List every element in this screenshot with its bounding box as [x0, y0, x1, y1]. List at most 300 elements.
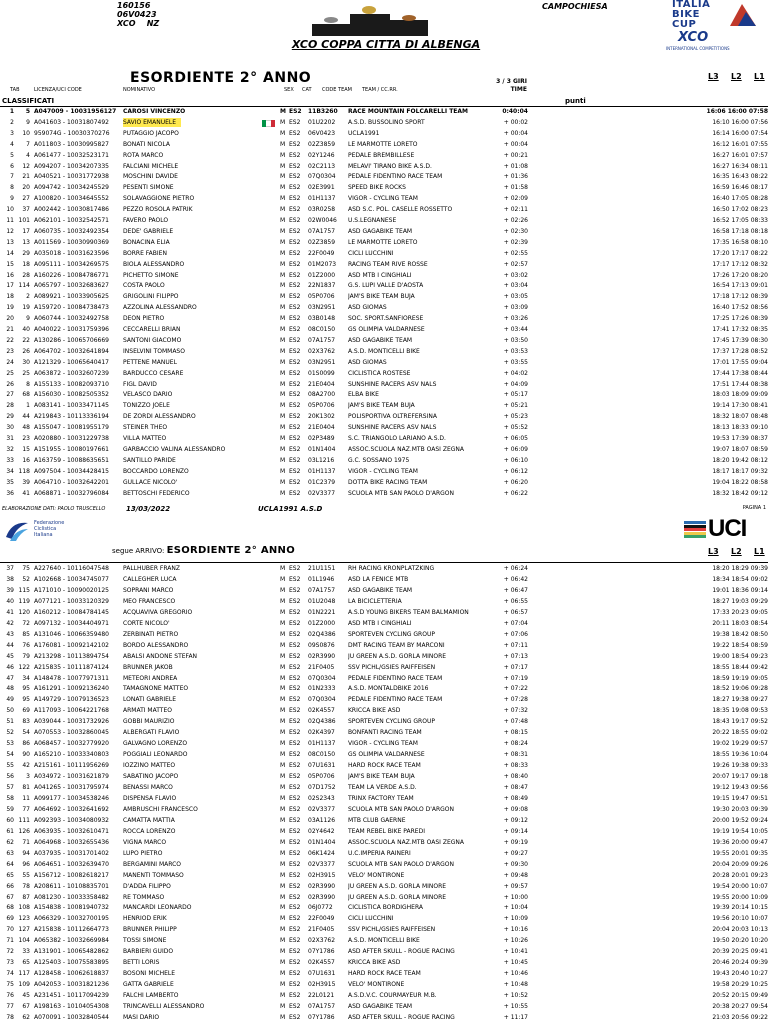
team-name: VELO' MONTIRONE	[348, 871, 405, 879]
license: A064702 - 10032641894	[34, 347, 109, 355]
bib-number: 111	[18, 816, 30, 824]
time-gap: + 07:13	[503, 652, 528, 660]
license: A047009 - 10031956127	[34, 108, 117, 115]
team-name: A.S.D. MONTICELLI BIKE	[348, 937, 420, 945]
bib-number: 81	[22, 784, 30, 791]
time-gap: + 07:04	[503, 619, 528, 627]
team-code: 02Y1246	[308, 151, 335, 159]
position: 65	[6, 871, 14, 879]
category: ES2	[289, 805, 301, 813]
rider-name: PETTENE MANUEL	[123, 358, 177, 366]
rider-name: ZERBINATI PIETRO	[123, 630, 179, 638]
uci-logo	[684, 517, 768, 541]
category: ES2	[289, 206, 301, 214]
license: A063935 - 10032610471	[34, 827, 109, 835]
team-name: RACING TEAM RIVE ROSSE	[348, 260, 428, 268]
lap-times: 19:22 18:54 08:59	[712, 641, 768, 649]
rider-name: POGGIALI LEONARDO	[123, 751, 188, 759]
table-row	[0, 456, 768, 465]
rider-name: TOSSI SIMONE	[123, 937, 167, 945]
bib-number: 42	[22, 762, 30, 770]
team-name: ASD S.C. POL. CASELLE ROSSETTO	[348, 206, 453, 214]
position: 46	[6, 663, 14, 671]
category: ES2	[289, 565, 301, 572]
category: ES2	[289, 838, 301, 846]
position: 52	[6, 729, 14, 737]
team-name: SCUOLA MTB SAN PAOLO D'ARGON	[348, 805, 455, 813]
team-name: JU GREEN A.S.D. GORLA MINORE	[348, 882, 447, 890]
time-gap: + 09:19	[503, 838, 528, 846]
team-name: GS OLIMPIA VALDARNESE	[348, 751, 425, 759]
team-name: VIGOR - CYCLING TEAM	[348, 467, 418, 475]
bib-number: 10	[22, 129, 30, 137]
col-tab: TAB	[10, 87, 20, 93]
position: 19	[6, 304, 14, 312]
col-cat: CAT	[302, 87, 312, 93]
time-gap: + 08:15	[503, 729, 528, 737]
sex: M	[280, 981, 286, 989]
position: 55	[6, 762, 14, 770]
rider-name: BETTOSCHI FEDERICO	[123, 489, 190, 497]
category: ES2	[289, 882, 301, 890]
race-code-2: 06V0423	[117, 10, 157, 19]
sex: M	[280, 326, 286, 333]
time-label: TIME	[510, 86, 527, 93]
license: A171010 - 10090020125	[34, 586, 109, 594]
bib-number: 28	[22, 271, 30, 279]
position: 78	[6, 1013, 14, 1021]
time-gap: + 00:04	[503, 129, 528, 137]
table-row	[0, 980, 768, 989]
category: ES2	[289, 849, 301, 857]
team-name: TEAM LA VERDE A.S.D.	[348, 784, 417, 791]
lap-times: 16:27 16:01 07:57	[712, 151, 768, 159]
team-code: 02V3377	[308, 805, 336, 813]
sex: M	[280, 238, 286, 246]
category: ES2	[289, 478, 301, 486]
lap-times: 16:35 16:43 08:22	[712, 173, 768, 181]
team-code: 07Y1786	[308, 1013, 335, 1021]
sex: M	[280, 773, 286, 781]
bib-number: 34	[22, 674, 30, 682]
lap-times: 19:04 18:22 08:58	[712, 478, 768, 486]
rider-name: MANCARDI LEONARDO	[123, 904, 192, 912]
time-gap: + 07:06	[503, 630, 528, 638]
team-code: 21U1151	[308, 565, 336, 572]
team-code: 02X3762	[308, 347, 336, 355]
bib-number: 69	[22, 707, 30, 715]
team-name: ASD MTB I CINGHIALI	[348, 271, 412, 279]
team-code: 22F0049	[308, 915, 335, 923]
lap-times: 16:06 16:00 07:58	[706, 108, 768, 115]
lap-times: 19:55 20:00 10:09	[712, 893, 768, 901]
italia-bike-cup-logo	[660, 0, 768, 56]
sex: M	[280, 849, 286, 857]
lap-times: 19:30 20:03 09:39	[712, 805, 768, 813]
table-row	[0, 805, 768, 814]
position: 50	[6, 707, 14, 715]
table-row	[0, 958, 768, 967]
position: 34	[6, 467, 14, 475]
team-code: 07D1752	[308, 784, 336, 791]
category: ES2	[289, 195, 301, 203]
team-name: HARD ROCK RACE TEAM	[348, 970, 421, 978]
bib-number: 117	[18, 970, 30, 978]
punti-label: punti	[565, 97, 586, 105]
table-row	[0, 118, 768, 127]
team-code: 21F0405	[308, 663, 335, 671]
license: A160212 - 10084784145	[34, 608, 109, 616]
license: A070091 - 10032840544	[34, 1013, 109, 1021]
time-gap: + 03:02	[503, 271, 528, 279]
category: ES2	[289, 315, 301, 323]
bib-number: 16	[22, 456, 30, 464]
bib-number: 94	[22, 849, 30, 857]
bib-number: 7	[26, 140, 30, 148]
bib-number: 23	[22, 435, 30, 442]
rider-name: MANENTI TOMMASO	[123, 871, 184, 879]
sex: M	[280, 937, 286, 945]
bib-number: 109	[18, 981, 30, 989]
position: 62	[6, 838, 14, 846]
team-code: 03R0258	[308, 206, 336, 214]
rider-name: CAMATTA MATTIA	[123, 816, 175, 824]
time-gap: + 04:02	[503, 369, 528, 377]
bib-number: 96	[22, 860, 30, 868]
team-name: PEDALE FIDENTINO RACE TEAM	[348, 173, 443, 181]
lap-times: 20:04 20:09 09:26	[712, 860, 768, 868]
rider-name: PEZZO ROSOLA PATRIK	[123, 206, 193, 214]
bib-number: 126	[18, 827, 30, 835]
position: 51	[6, 718, 14, 726]
footer-elaborazione: ELABORAZIONE DATI: PAOLO TRUSCELLO	[2, 506, 106, 512]
time-gap: + 06:20	[503, 478, 528, 486]
table-row	[0, 783, 768, 792]
sex: M	[280, 358, 286, 366]
col-sex: SEX	[284, 87, 294, 93]
rider-name: GULLACE NICOLO'	[123, 478, 178, 486]
lap-times: 16:10 16:00 07:56	[712, 118, 768, 126]
bib-number: 19	[22, 304, 30, 312]
position: 71	[6, 937, 14, 945]
team-code: 03L1216	[308, 456, 335, 464]
rider-name: SANTILLO PARIDE	[123, 456, 176, 464]
bib-number: 33	[22, 948, 30, 956]
team-name: JAM'S BIKE TEAM BUJA	[348, 293, 415, 301]
bib-number: 90	[22, 751, 30, 759]
team-code: 02K4557	[308, 959, 335, 967]
table-row	[0, 303, 768, 312]
time-gap: + 05:23	[503, 413, 528, 421]
team-name: ASSOC.SCUOLA NAZ.MTB OASI ZEGNA	[348, 838, 464, 846]
bib-number: 118	[18, 467, 30, 475]
lap-times: 19:56 20:10 10:07	[712, 915, 768, 923]
time-gap: + 03:26	[503, 315, 528, 323]
sex: M	[280, 827, 286, 835]
bib-number: 86	[22, 740, 30, 748]
rider-name: MEO FRANCESCO	[123, 597, 176, 605]
position: 1	[9, 108, 14, 115]
lap-times: 17:26 17:20 08:20	[712, 271, 768, 279]
team-code: 01H1137	[308, 467, 336, 475]
license: A099177 - 10034538246	[34, 794, 109, 802]
time-gap: + 10:45	[503, 959, 528, 967]
license: A215161 - 10111956269	[34, 762, 109, 770]
time-gap: + 10:55	[503, 1003, 528, 1010]
time-gap: + 03:44	[503, 326, 528, 333]
position: 37	[6, 565, 14, 572]
category-title: ESORDIENTE 2° ANNO	[130, 70, 312, 86]
team-name: SCUOLA MTB SAN PAOLO D'ARGON	[348, 860, 455, 868]
category: ES2	[289, 336, 301, 344]
rider-name: FALCIANI MICHELE	[123, 162, 179, 170]
time-gap: + 07:22	[503, 685, 528, 693]
rider-name: PESENTI SIMONE	[123, 184, 174, 192]
rider-name: TRINCAVELLI ALESSANDRO	[123, 1003, 205, 1010]
time-gap: + 05:17	[503, 391, 528, 399]
position: 12	[6, 227, 14, 235]
rider-name: GOBBI MAURIZIO	[123, 718, 175, 726]
lap-times: 16:14 16:00 07:54	[712, 129, 768, 137]
category: ES2	[289, 1013, 301, 1021]
category: ES2	[289, 893, 301, 901]
table-row	[0, 619, 768, 628]
time-gap: + 06:24	[503, 565, 528, 572]
table-row	[0, 1013, 768, 1022]
lap-times: 18:27 19:03 09:29	[712, 597, 768, 605]
rider-name: STEINER THEO	[123, 424, 168, 432]
bib-number: 101	[18, 217, 30, 224]
time-gap: + 02:26	[503, 217, 528, 224]
sex: M	[280, 740, 286, 748]
team-code: 22N1837	[308, 282, 336, 290]
position: 14	[6, 249, 14, 257]
sex: M	[280, 860, 286, 868]
sex: M	[280, 805, 286, 813]
lap-times: 16:12 16:01 07:55	[712, 140, 768, 148]
license: A061477 - 10032523171	[34, 151, 109, 159]
sex: M	[280, 435, 286, 442]
sex: M	[280, 118, 286, 126]
team-name: GS OLIMPIA VALDARNESE	[348, 326, 425, 333]
bib-number: 26	[22, 347, 30, 355]
team-code: 09S0876	[308, 641, 335, 649]
category: ES2	[289, 424, 301, 432]
lap-times: 17:45 17:39 08:30	[712, 336, 768, 344]
lap-times: 21:03 20:56 09:22	[712, 1013, 768, 1021]
category: ES2	[289, 794, 301, 802]
license: A154838 - 10081940732	[34, 904, 109, 912]
lap-times: 20:04 20:03 10:13	[712, 926, 768, 934]
sex: M	[280, 696, 286, 704]
license: A227640 - 10116047548	[34, 565, 109, 572]
rider-name: BORRE FABIEN	[123, 249, 167, 257]
category: ES2	[289, 696, 301, 704]
lap-times: 16:54 17:13 09:01	[712, 282, 768, 290]
sex: M	[280, 445, 286, 453]
position: 53	[6, 740, 14, 748]
position: 7	[10, 173, 14, 181]
team-code: 01N2333	[308, 685, 336, 693]
rider-name: FIGL DAVID	[123, 380, 157, 388]
position: 47	[6, 674, 14, 682]
position: 35	[6, 478, 14, 486]
column-headers	[0, 87, 768, 95]
table-row	[0, 827, 768, 836]
sex: M	[280, 162, 286, 170]
category: ES2	[289, 184, 301, 192]
sex: M	[280, 619, 286, 627]
lap-times: 17:35 16:58 08:10	[712, 238, 768, 246]
time-gap: + 10:41	[503, 948, 528, 956]
table-row	[0, 597, 768, 606]
time-gap: + 11:17	[503, 1013, 528, 1021]
lap-times: 19:15 19:47 09:51	[712, 794, 768, 802]
license: A066329 - 10032700195	[34, 915, 109, 923]
sex: M	[280, 882, 286, 890]
rider-name: GATTA GABRIELE	[123, 981, 174, 989]
bib-number: 79	[22, 652, 30, 660]
team-name: G.S. LUPI VALLE D'AOSTA	[348, 282, 424, 290]
rider-name: BRUNNER PHILIPP	[123, 926, 177, 934]
time-gap: + 01:36	[503, 173, 528, 181]
bib-number: 85	[22, 630, 30, 638]
sex: M	[280, 336, 286, 344]
table-row	[0, 564, 768, 573]
lap-times: 20:39 20:25 09:41	[712, 948, 768, 956]
time-gap: + 03:05	[503, 293, 528, 301]
category: ES2	[289, 358, 301, 366]
bib-number: 48	[22, 424, 30, 432]
position: 3	[10, 129, 14, 137]
license: A100820 - 10034645552	[34, 195, 109, 203]
rider-name: BONATI NICOLA	[123, 140, 170, 148]
team-code: 02C2113	[308, 162, 336, 170]
category: ES2	[289, 630, 301, 638]
position: 24	[6, 358, 14, 366]
rider-name: VELASCO DARIO	[123, 391, 173, 399]
lap-times: 17:51 17:44 08:38	[712, 380, 768, 388]
position: 69	[6, 915, 14, 923]
table-row	[0, 586, 768, 595]
position: 43	[6, 630, 14, 638]
category: ES2	[289, 663, 301, 671]
license: A176081 - 10092142102	[34, 641, 109, 649]
team-code: 06J0772	[308, 904, 333, 912]
sex: M	[280, 904, 286, 912]
table-row	[0, 641, 768, 650]
rider-name: BOCCARDO LORENZO	[123, 467, 189, 475]
team-code: 05P0706	[308, 293, 335, 301]
time-gap: + 10:16	[503, 926, 528, 934]
bib-number: 62	[22, 1013, 30, 1021]
lap-times: 18:55 18:44 09:42	[712, 663, 768, 671]
license: A151955 - 10080197661	[34, 445, 109, 453]
table-row	[0, 674, 768, 683]
category: ES2	[289, 751, 301, 759]
time-gap: + 10:04	[503, 904, 528, 912]
bib-number: 55	[22, 871, 30, 879]
bib-number: 40	[22, 326, 30, 333]
team-code: 02Z3859	[308, 238, 336, 246]
license: A064710 - 10032642201	[34, 478, 109, 486]
time-gap: + 08:47	[503, 784, 528, 791]
license: A041265 - 10031795974	[34, 784, 109, 791]
bib-number: 27	[22, 195, 30, 203]
bib-number: 9	[26, 118, 30, 126]
team-name: SUNSHINE RACERS ASV NALS	[348, 424, 437, 432]
team-code: 02Y4642	[308, 827, 335, 835]
category: ES2	[289, 871, 301, 879]
license: A213298 - 10113894754	[34, 652, 109, 660]
category: ES2	[289, 238, 301, 246]
bib-number: 11	[22, 794, 30, 802]
time-gap: + 07:17	[503, 663, 528, 671]
rider-name: CECCARELLI BRIAN	[123, 326, 181, 333]
position: 5	[10, 151, 14, 159]
position: 20	[6, 315, 14, 323]
position: 27	[6, 391, 14, 399]
category: ES2	[289, 227, 301, 235]
table-row	[0, 663, 768, 672]
license: A092393 - 10034080932	[34, 816, 109, 824]
bib-number: 77	[22, 805, 30, 813]
lap-header-l1-p2: L1	[754, 547, 765, 556]
rider-name: DEON PIETRO	[123, 315, 165, 323]
position: 38	[6, 575, 14, 583]
lap-times: 18:43 19:17 09:52	[712, 718, 768, 726]
table-row	[0, 325, 768, 334]
license: A068871 - 10032796084	[34, 489, 109, 497]
category: ES2	[289, 948, 301, 956]
table-row	[0, 947, 768, 956]
team-name: UCLA1991	[348, 129, 380, 137]
category: ES2	[289, 597, 301, 605]
time-gap: + 09:48	[503, 871, 528, 879]
team-name: KRICCA BIKE ASD	[348, 707, 401, 715]
table-row	[0, 107, 768, 116]
position: 39	[6, 586, 14, 594]
table-row	[0, 849, 768, 858]
table-row	[0, 380, 768, 389]
table-row	[0, 575, 768, 584]
team-name: MELAVI' TIRANO BIKE A.S.D.	[348, 162, 432, 170]
position: 2	[10, 118, 14, 126]
table-row	[0, 893, 768, 902]
sex: M	[280, 794, 286, 802]
position: 29	[6, 413, 14, 421]
position: 77	[6, 1003, 14, 1010]
category: ES2	[289, 304, 301, 312]
time-gap: + 02:57	[503, 260, 528, 268]
time-gap: + 00:04	[503, 140, 528, 148]
team-name: ASD GAGABIKE TEAM	[348, 586, 413, 594]
bib-number: 75	[22, 565, 30, 572]
bib-number: 21	[22, 173, 30, 181]
col-licenza: LICENZA/UCI CODE	[34, 87, 82, 93]
position: 44	[6, 641, 14, 649]
category: ES2	[289, 827, 301, 835]
rider-name: MOSCHINI DAVIDE	[123, 173, 178, 181]
bib-number: 2	[26, 293, 30, 301]
table-row	[0, 281, 768, 290]
sex: M	[280, 380, 286, 388]
category: ES2	[289, 271, 301, 279]
sex: M	[280, 838, 286, 846]
time-gap: + 02:55	[503, 249, 528, 257]
team-name: A.S.D YOUNG BIKERS TEAM BALMAMION	[348, 608, 469, 616]
time-gap: + 04:09	[503, 380, 528, 388]
